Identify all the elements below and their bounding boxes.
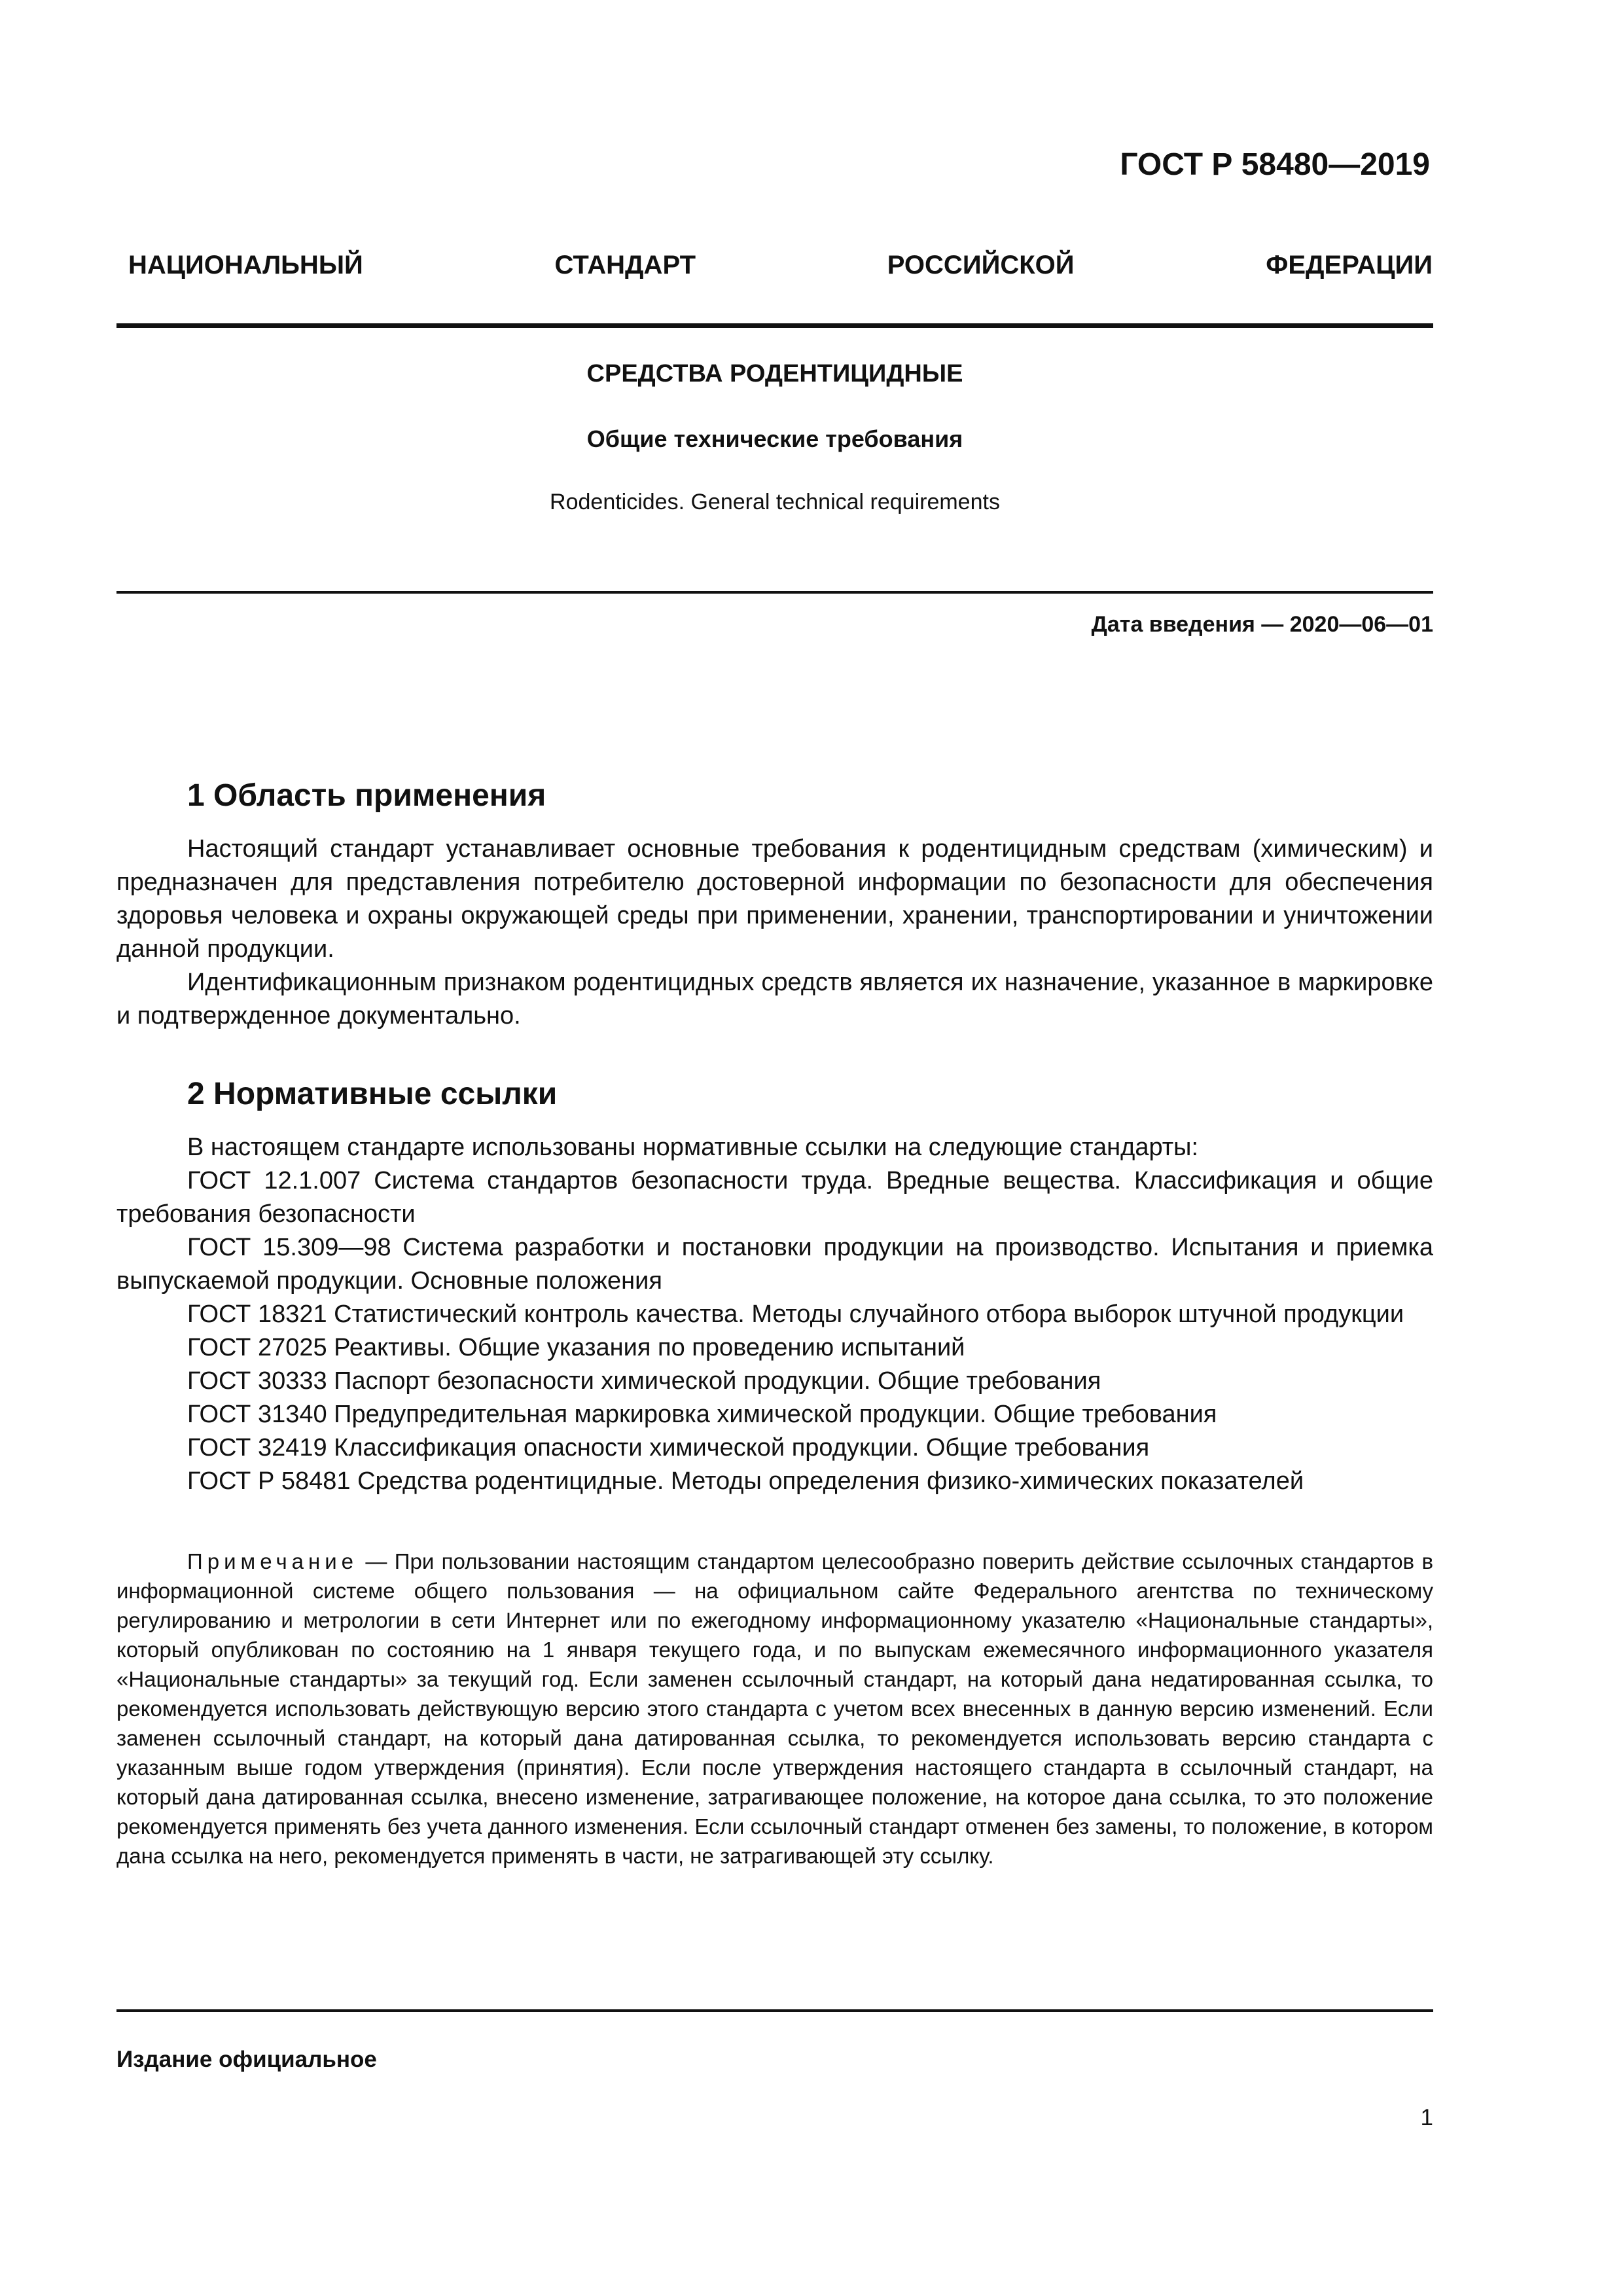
paragraph: В настоящем стандарте использованы нормативные ссылки на следующие стандарты: (187, 1134, 1199, 1161)
section-heading: 2 Нормативные ссылки (187, 1077, 558, 1111)
section-heading: 1 Область применения (187, 778, 546, 813)
reference-item: ГОСТ Р 58481 Средства родентицидные. Методы определения физико-химических показателей (187, 1467, 1304, 1495)
introduction-date: Дата введения — 2020—06—01 (1091, 612, 1433, 637)
section-scope (116, 776, 1433, 1033)
edition-label: Издание официальное (116, 2047, 377, 2072)
section-normative-references (116, 1075, 1433, 1498)
reference-item: ГОСТ 18321 Статистический контроль качества. Методы случайного отбора выборок штучной продукции (187, 1300, 1404, 1328)
national-standard-banner: НАЦИОНАЛЬНЫЙ СТАНДАРТ РОССИЙСКОЙ ФЕДЕРАЦИИ (128, 251, 1433, 279)
note-label: Примечание (187, 1549, 359, 1573)
document-subtitle: Общие технические требования (586, 425, 963, 452)
reference-item: ГОСТ 15.309—98 Система разработки и постановки продукции на производство. Испытания и приемка выпускаемой продукции. Основные положения (116, 1234, 1433, 1295)
paragraph: Идентификационным признаком родентицидных средств является их назначение, указанное в маркировке и подтвержденное документально. (116, 969, 1433, 1030)
document-code: ГОСТ Р 58480—2019 (1120, 147, 1430, 182)
reference-item: ГОСТ 31340 Предупредительная маркировка химической продукции. Общие требования (187, 1401, 1217, 1428)
reference-item: ГОСТ 12.1.007 Система стандартов безопасности труда. Вредные вещества. Классификация и общие требования безопасности (116, 1167, 1433, 1228)
document-title-english: Rodenticides. General technical requirements (550, 490, 1000, 514)
reference-item: ГОСТ 30333 Паспорт безопасности химической продукции. Общие требования (187, 1367, 1101, 1395)
reference-item: ГОСТ 32419 Классификация опасности химической продукции. Общие требования (187, 1434, 1150, 1462)
document-title: СРЕДСТВА РОДЕНТИЦИДНЫЕ (586, 360, 963, 387)
note-text: — При пользовании настоящим стандартом целесообразно поверить действие ссылочных стандартов в информационной системе общего пользования — на официальном сайте Федерального агентства по техническому регулированию и метрологии в сети Интернет или по ежегодному информационному указателю «Национальные стандарты», который опубликован по состоянию на 1 января текущего года, и по выпускам ежемесячного информационного указателя «Национальные стандарты» за текущий год. Если заменен ссылочный стандарт, на который дана недатированная ссылка, то рекомендуется использовать действующую версию этого стандарта с учетом всех внесенных в данную версию изменений. Если заменен ссылочный стандарт, на который дана датированная ссылка, то рекомендуется использовать версию стандарта с указанным выше годом утверждения (принятия). Если после утверждения настоящего стандарта в ссылочный стандарт, на который дана датированная ссылка, внесено изменение, затрагивающее положение, на которое дана ссылка, то это положение рекомендуется применять без учета данного изменения. Если ссылочный стандарт отменен без замены, то положение, в котором дана ссылка на него, рекомендуется применять в части, не затрагивающей эту ссылку. (116, 1549, 1433, 1868)
note-block (116, 1547, 1433, 1871)
reference-item: ГОСТ 27025 Реактивы. Общие указания по проведению испытаний (187, 1334, 965, 1361)
footer-rule (116, 2009, 1433, 2012)
paragraph: Настоящий стандарт устанавливает основные требования к родентицидным средствам (химическим) и предназначен для представления потребителю достоверной информации по безопасности для обеспечения здоровья человека и охраны окружающей среды при применении, хранении, транспортировании и уничтожении данной продукции. (116, 835, 1433, 963)
page-number: 1 (1420, 2105, 1433, 2130)
header-rule (116, 323, 1433, 328)
title-rule (116, 591, 1433, 594)
